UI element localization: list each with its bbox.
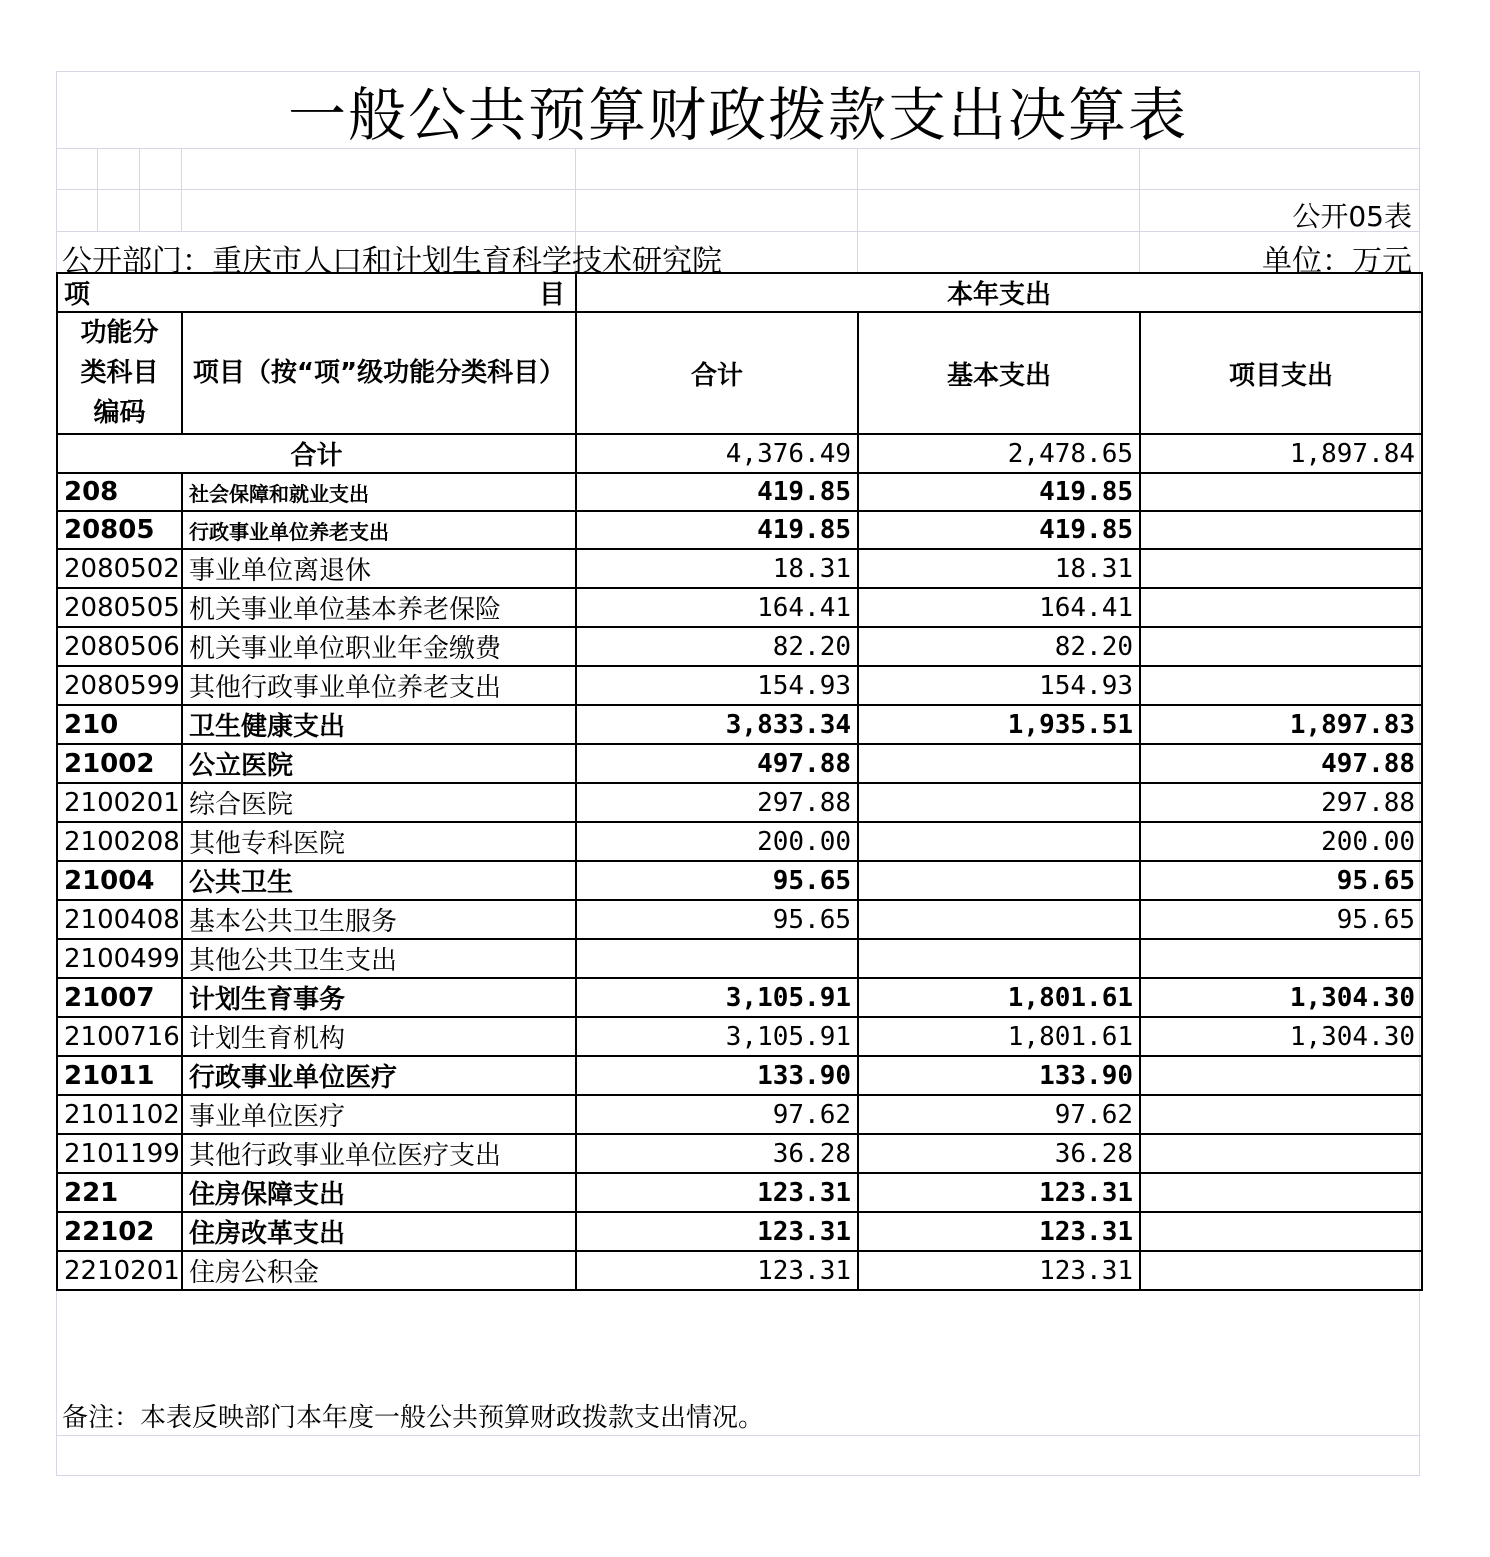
- gridline: [97, 148, 98, 231]
- footnote: 备注：本表反映部门本年度一般公共预算财政拨款支出情况。: [62, 1403, 765, 1433]
- table-row: [57, 1056, 1422, 1095]
- row-total: 3,833.34: [576, 705, 858, 744]
- row-name: 卫生健康支出: [182, 705, 576, 744]
- row-code: 21011: [57, 1056, 182, 1095]
- row-project: [1140, 1095, 1422, 1134]
- row-total: 97.62: [576, 1095, 858, 1134]
- row-code: 20805: [57, 511, 182, 549]
- row-basic: [858, 900, 1140, 939]
- table-row: [57, 511, 1422, 549]
- table-number: 公开05表: [1292, 200, 1412, 233]
- table-row: [57, 1251, 1422, 1290]
- row-basic: 133.90: [858, 1056, 1140, 1095]
- row-name: 事业单位离退休: [182, 549, 576, 588]
- row-project: 497.88: [1140, 744, 1422, 783]
- row-project: 95.65: [1140, 900, 1422, 939]
- row-basic: 164.41: [858, 588, 1140, 627]
- gridline: [56, 189, 1420, 190]
- row-total: 123.31: [576, 1173, 858, 1212]
- table-row: [57, 861, 1422, 900]
- row-total: 123.31: [576, 1212, 858, 1251]
- row-name: 基本公共卫生服务: [182, 900, 576, 939]
- row-total: 164.41: [576, 588, 858, 627]
- table-row: [57, 588, 1422, 627]
- row-project: [1140, 1212, 1422, 1251]
- row-basic: 18.31: [858, 549, 1140, 588]
- gridline: [56, 1435, 1420, 1436]
- row-code: 2080502: [57, 549, 182, 588]
- row-project: [1140, 1173, 1422, 1212]
- row-basic: 123.31: [858, 1251, 1140, 1290]
- row-code: 210: [57, 705, 182, 744]
- row-name: 机关事业单位基本养老保险: [182, 588, 576, 627]
- row-project: [1140, 1251, 1422, 1290]
- row-total: 123.31: [576, 1251, 858, 1290]
- item-header-left: 项: [64, 280, 91, 310]
- total-column-header: 合计: [576, 312, 858, 434]
- row-total: 419.85: [576, 473, 858, 511]
- table-row: [57, 744, 1422, 783]
- department-label: 公开部门：重庆市人口和计划生育科学技术研究院: [62, 244, 722, 279]
- table-row: [57, 822, 1422, 861]
- row-basic: 123.31: [858, 1173, 1140, 1212]
- gridline: [56, 1475, 1420, 1476]
- row-basic: 1,801.61: [858, 1017, 1140, 1056]
- row-code: 2100499: [57, 939, 182, 978]
- row-code: 2100208: [57, 822, 182, 861]
- row-project: 1,304.30: [1140, 978, 1422, 1017]
- table-row: [57, 473, 1422, 511]
- table-row: [57, 705, 1422, 744]
- table-row: [57, 978, 1422, 1017]
- table-row: [57, 627, 1422, 666]
- row-basic: 123.31: [858, 1212, 1140, 1251]
- row-code: 21007: [57, 978, 182, 1017]
- row-code: 2100408: [57, 900, 182, 939]
- row-code: 22102: [57, 1212, 182, 1251]
- row-name: 其他专科医院: [182, 822, 576, 861]
- row-project: 1,304.30: [1140, 1017, 1422, 1056]
- row-basic: [858, 783, 1140, 822]
- row-basic: 1,801.61: [858, 978, 1140, 1017]
- row-code: 221: [57, 1173, 182, 1212]
- row-code: 21004: [57, 861, 182, 900]
- row-name: 社会保障和就业支出: [182, 473, 576, 511]
- table-row: [57, 783, 1422, 822]
- row-total: 133.90: [576, 1056, 858, 1095]
- row-project: [1140, 588, 1422, 627]
- row-name: 行政事业单位医疗: [182, 1056, 576, 1095]
- row-project: 297.88: [1140, 783, 1422, 822]
- row-name: 计划生育事务: [182, 978, 576, 1017]
- item-header-cell: [57, 273, 576, 312]
- row-basic: [858, 822, 1140, 861]
- row-basic: 419.85: [858, 473, 1140, 511]
- table-row: [57, 1134, 1422, 1173]
- code-column-header: 功能分类科目编码: [57, 312, 182, 434]
- row-project: [1140, 473, 1422, 511]
- table-row: [57, 1017, 1422, 1056]
- row-name: 事业单位医疗: [182, 1095, 576, 1134]
- row-basic: 82.20: [858, 627, 1140, 666]
- row-name: 住房公积金: [182, 1251, 576, 1290]
- row-name: 其他公共卫生支出: [182, 939, 576, 978]
- row-code: 2080599: [57, 666, 182, 705]
- row-total: 419.85: [576, 511, 858, 549]
- row-basic: 1,935.51: [858, 705, 1140, 744]
- row-project: [1140, 627, 1422, 666]
- row-total: 154.93: [576, 666, 858, 705]
- gridline: [181, 148, 182, 231]
- expenditure-table: [56, 272, 1423, 1291]
- row-code: 2101199: [57, 1134, 182, 1173]
- gridline: [56, 231, 1420, 232]
- row-project: 95.65: [1140, 861, 1422, 900]
- row-project: 200.00: [1140, 822, 1422, 861]
- header-row-columns: [57, 312, 1422, 434]
- row-project: 1,897.83: [1140, 705, 1422, 744]
- row-code: 2210201: [57, 1251, 182, 1290]
- row-name: 公共卫生: [182, 861, 576, 900]
- row-project: [1140, 1056, 1422, 1095]
- table-row: [57, 666, 1422, 705]
- row-project: [1140, 666, 1422, 705]
- row-total: 36.28: [576, 1134, 858, 1173]
- row-total: 95.65: [576, 861, 858, 900]
- row-basic: 36.28: [858, 1134, 1140, 1173]
- page-title: 一般公共预算财政拨款支出决算表: [287, 80, 1188, 149]
- table-row: [57, 1212, 1422, 1251]
- row-total: 3,105.91: [576, 978, 858, 1017]
- gridline: [1139, 148, 1140, 272]
- row-name: 行政事业单位养老支出: [182, 511, 576, 549]
- total-row-project: 1,897.84: [1140, 434, 1422, 473]
- total-row-total: 4,376.49: [576, 434, 858, 473]
- current-year-header: 本年支出: [576, 273, 1422, 312]
- table-row: [57, 1095, 1422, 1134]
- row-basic: [858, 861, 1140, 900]
- total-row: [57, 434, 1422, 473]
- row-total: 82.20: [576, 627, 858, 666]
- name-column-header: 项目（按“项”级功能分类科目）: [182, 312, 576, 434]
- row-basic: [858, 744, 1140, 783]
- row-code: 2080505: [57, 588, 182, 627]
- row-name: 公立医院: [182, 744, 576, 783]
- row-total: 3,105.91: [576, 1017, 858, 1056]
- row-name: 机关事业单位职业年金缴费: [182, 627, 576, 666]
- row-total: 95.65: [576, 900, 858, 939]
- row-code: 2080506: [57, 627, 182, 666]
- total-row-basic: 2,478.65: [858, 434, 1140, 473]
- row-basic: [858, 939, 1140, 978]
- gridline: [139, 148, 140, 231]
- row-total: 497.88: [576, 744, 858, 783]
- row-basic: 154.93: [858, 666, 1140, 705]
- row-total: [576, 939, 858, 978]
- row-name: 住房改革支出: [182, 1212, 576, 1251]
- unit-label: 单位：万元: [1262, 244, 1412, 279]
- item-header-right: 目: [539, 280, 566, 310]
- table-row: [57, 1173, 1422, 1212]
- row-basic: 97.62: [858, 1095, 1140, 1134]
- row-code: 2101102: [57, 1095, 182, 1134]
- header-row-top: [57, 273, 1422, 312]
- row-total: 200.00: [576, 822, 858, 861]
- row-total: 297.88: [576, 783, 858, 822]
- table-row: [57, 549, 1422, 588]
- row-basic: 419.85: [858, 511, 1140, 549]
- row-name: 住房保障支出: [182, 1173, 576, 1212]
- row-code: 21002: [57, 744, 182, 783]
- row-name: 综合医院: [182, 783, 576, 822]
- total-row-label: 合计: [57, 434, 576, 473]
- table-row: [57, 939, 1422, 978]
- row-project: [1140, 1134, 1422, 1173]
- row-total: 18.31: [576, 549, 858, 588]
- row-code: 2100716: [57, 1017, 182, 1056]
- row-name: 计划生育机构: [182, 1017, 576, 1056]
- basic-column-header: 基本支出: [858, 312, 1140, 434]
- row-name: 其他行政事业单位医疗支出: [182, 1134, 576, 1173]
- row-project: [1140, 511, 1422, 549]
- gridline: [857, 148, 858, 272]
- project-column-header: 项目支出: [1140, 312, 1422, 434]
- row-project: [1140, 939, 1422, 978]
- row-name: 其他行政事业单位养老支出: [182, 666, 576, 705]
- row-project: [1140, 549, 1422, 588]
- row-code: 208: [57, 473, 182, 511]
- row-code: 2100201: [57, 783, 182, 822]
- table-row: [57, 900, 1422, 939]
